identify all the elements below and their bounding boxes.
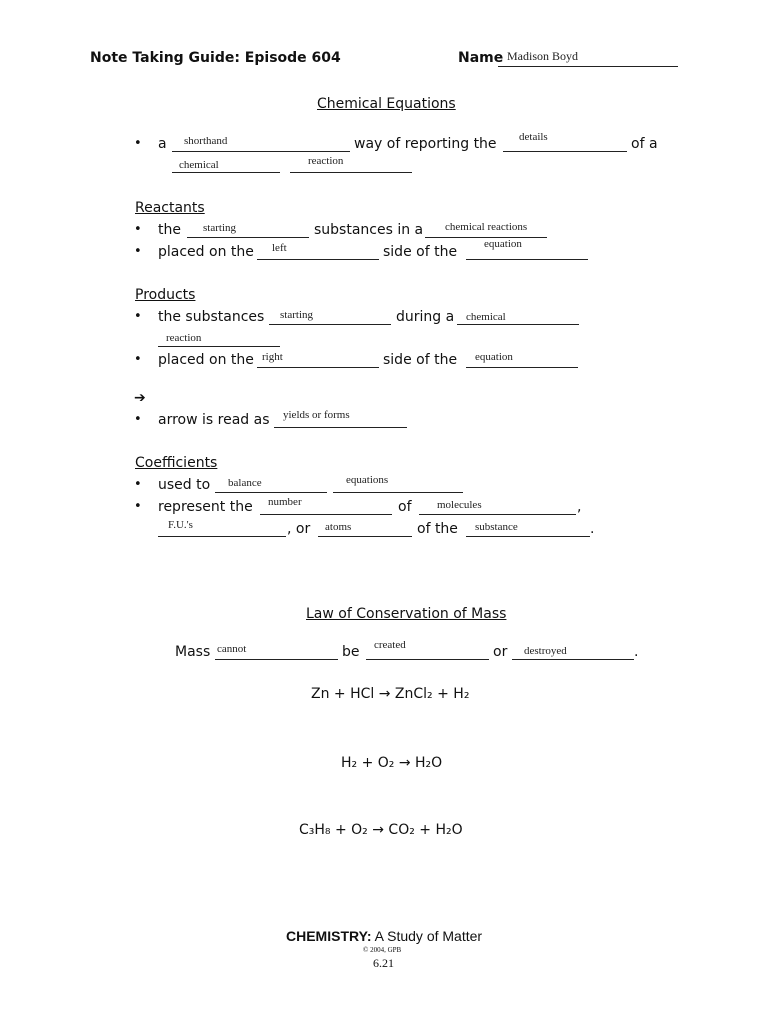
answer-reaction: reaction	[166, 332, 202, 344]
answer-right: right	[262, 351, 283, 363]
name-label: Name	[458, 50, 504, 66]
answer-equations: equations	[346, 474, 389, 486]
equation-1: Zn + HCl → ZnCl₂ + H₂	[311, 686, 470, 702]
answer-atoms: atoms	[325, 521, 352, 533]
heading-products: Products	[135, 287, 196, 303]
equation-2: H₂ + O₂ → H₂O	[341, 755, 443, 771]
answer-shorthand: shorthand	[184, 135, 228, 147]
answer-chemical-reactions: chemical reactions	[445, 221, 528, 233]
footer-brand-rest: A Study of Matter	[371, 928, 483, 944]
answer-left: left	[272, 242, 287, 254]
answer-details: details	[519, 131, 548, 143]
answer-molecules: molecules	[437, 499, 482, 511]
answer-chemical: chemical	[466, 311, 506, 323]
name-value: Madison Boyd	[507, 49, 579, 63]
answer-equation: equation	[484, 238, 522, 250]
footer-brand	[286, 928, 482, 944]
heading-coefficients: Coefficients	[135, 455, 218, 471]
answer-destroyed: destroyed	[524, 645, 567, 657]
text: way of reporting the	[354, 136, 497, 152]
guide-title: Note Taking Guide: Episode 604	[90, 50, 341, 66]
section-title-law: Law of Conservation of Mass	[306, 606, 507, 622]
answer-starting: starting	[280, 309, 313, 321]
arrow-symbol: ➔	[134, 390, 146, 406]
text: of a	[631, 136, 658, 152]
answer-created: created	[374, 639, 406, 651]
footer-copyright: © 2004, GPB	[363, 946, 402, 954]
answer-starting: starting	[203, 222, 236, 234]
text: a	[158, 136, 167, 152]
answer-chemical: chemical	[179, 159, 219, 171]
heading-reactants: Reactants	[135, 200, 205, 216]
answer-cannot: cannot	[217, 643, 247, 655]
answer-reaction: reaction	[308, 155, 344, 167]
footer-brand-bold: CHEMISTRY:	[286, 928, 372, 944]
answer-yields-or-forms: yields or forms	[283, 409, 350, 421]
name-line	[498, 66, 678, 67]
answer-number: number	[268, 496, 302, 508]
answer-substance: substance	[475, 521, 518, 533]
equation-3: C₃H₈ + O₂ → CO₂ + H₂O	[299, 822, 463, 838]
page-number: 6.21	[373, 956, 394, 970]
answer-balance: balance	[228, 477, 262, 489]
answer-fus: F.U.'s	[168, 519, 193, 531]
section-title-chemical-equations: Chemical Equations	[317, 96, 456, 112]
bullet: •	[134, 136, 142, 151]
answer-equation: equation	[475, 351, 513, 363]
